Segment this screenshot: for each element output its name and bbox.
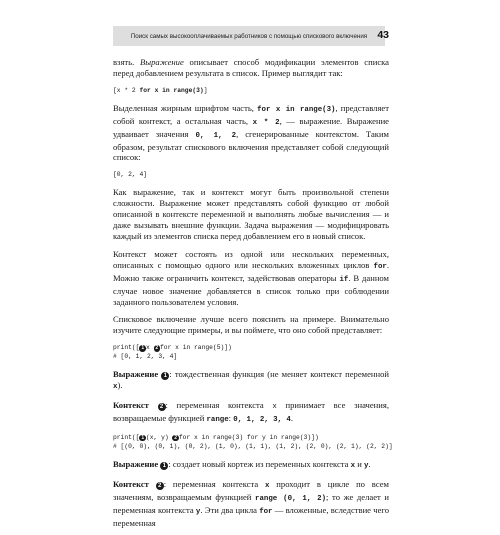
inline-code: y [363, 461, 369, 470]
marker-two-icon: 2 [156, 482, 164, 490]
term-expression: Выражение [140, 57, 184, 67]
label-context: Контекст [113, 400, 158, 411]
text: . [290, 413, 294, 424]
code-block-example-2 [113, 343, 389, 361]
label-expression: Выражение [113, 369, 162, 380]
paragraph-examples-intro: Списковое включение лучше всего пояснить на примере. Внимательно изучите следующие примеры, и вы поймете, что оно собой представляет: [113, 314, 389, 336]
text: : переменная контекста [165, 400, 273, 411]
text: и [355, 458, 364, 469]
paragraph-context-explanation [113, 103, 389, 164]
page-number: 43 [377, 29, 389, 41]
paragraph-complexity: Как выражение, так и контекст могут быть произвольной степени сложности. Выражение может представлять собой функцию от любой описанной в контексте переменной и выполнять любые вычисления — и даже вызывать внешние функции. Задача выражения — модифицировать каждый из элементов списка перед добавлением его в новый список. [113, 187, 389, 241]
text: — вложенные, вследствие чего переменная [113, 504, 389, 528]
paragraph-context-2 [113, 400, 389, 426]
text: . [368, 458, 371, 469]
text: описывает способ модификации элементов списка перед добавлением результата в список. Пример выглядит так: [113, 57, 389, 78]
text: принимает все значения, возвращаемые функцией [113, 400, 389, 424]
text: : создает новый кортеж из переменных контекста [168, 458, 351, 469]
label-context: Контекст [113, 478, 156, 489]
code-text: for x in range(3) for y in range(3)]) [178, 433, 319, 441]
marker-one-icon: 1 [141, 345, 145, 352]
inline-code: for x in range(3) [257, 105, 336, 114]
code-text: for x in range(5)]) [160, 344, 232, 352]
marker-two-icon: 2 [158, 403, 166, 411]
inline-code: x [350, 461, 356, 470]
code-text: print([ [113, 344, 140, 352]
code-expression: [x * 2 [113, 86, 140, 94]
text: . Эти два цикла [200, 504, 260, 515]
code-text: print([ [113, 433, 140, 441]
inline-code: for [373, 262, 387, 271]
code-text: x [145, 344, 154, 352]
paragraph-expression-1 [113, 369, 389, 393]
inline-code: x * 2 [252, 118, 280, 127]
text: взять. [113, 57, 141, 67]
marker-one-icon: 1 [161, 372, 169, 380]
text: Выделенная жирным шрифтом часть, [113, 102, 258, 113]
inline-code: x [113, 383, 118, 392]
code-comment: # [0, 1, 2, 3, 4] [113, 353, 178, 361]
marker-two-icon: 2 [155, 345, 159, 352]
inline-code: for [259, 507, 273, 516]
paragraph-expression-intro [113, 57, 389, 79]
paragraph-context-loops [113, 249, 389, 308]
code-block-example-1 [113, 86, 389, 95]
inline-code: x [265, 481, 270, 490]
text: : тождественная функция (не меняет контекст переменной [169, 369, 389, 380]
code-context: for x in range(3) [139, 86, 204, 94]
text: : [228, 413, 234, 424]
inline-code: x [272, 403, 277, 412]
text: . Можно также ограничить контекст, задействовав операторы [113, 259, 389, 283]
code-text: (x, y) [145, 433, 173, 441]
inline-code: 0, 1, 2, 3, 4 [233, 416, 291, 425]
text: ; то же делает и переменная контекста [113, 491, 389, 515]
code-comment: # [(0, 0), (0, 1), (0, 2), (1, 0), (1, 1), (1, 2), (2, 0), (2, 1), (2, 2)] [113, 442, 393, 450]
text: , — выражение. Выражение удваивает значения [113, 115, 389, 139]
text: , сгенерированные контекстом. Таким образом, результат спискового включения представляет собой следующий список: [113, 128, 389, 163]
marker-two-icon: 2 [174, 434, 178, 441]
code-block-result: [0, 2, 4] [113, 171, 148, 179]
text: , представляет собой контекст, а остальная часть, [113, 102, 389, 126]
inline-code: range [206, 416, 229, 425]
text: : переменная контекста [163, 478, 266, 489]
text: . В данном случае новое значение добавляется в список только при соблюдении заданного пользователем условия. [113, 272, 389, 307]
paragraph-expression-3 [113, 459, 389, 472]
running-header [113, 26, 385, 46]
page-body [113, 57, 393, 535]
text: ). [117, 380, 123, 391]
label-expression: Выражение [113, 458, 161, 469]
code-block-example-3 [113, 433, 393, 451]
paragraph-context-3 [113, 479, 389, 529]
text: Контекст может состоять из одной или нескольких переменных, описанных с помощью одного или нескольких вложенных циклов [113, 248, 389, 270]
inline-code: range (0, 1, 2) [255, 494, 327, 503]
marker-one-icon: 1 [160, 462, 168, 470]
inline-code: if [339, 275, 349, 284]
text: проходит в цикле по всем значениям, возвращаемым функцией [113, 478, 389, 502]
header-title: Поиск самых высокооплачиваемых работников с помощью спискового включения [130, 32, 368, 40]
inline-code: 0, 1, 2 [195, 131, 237, 140]
marker-one-icon: 1 [141, 434, 145, 441]
inline-code: y [195, 507, 201, 516]
code-bracket: ] [203, 86, 208, 94]
